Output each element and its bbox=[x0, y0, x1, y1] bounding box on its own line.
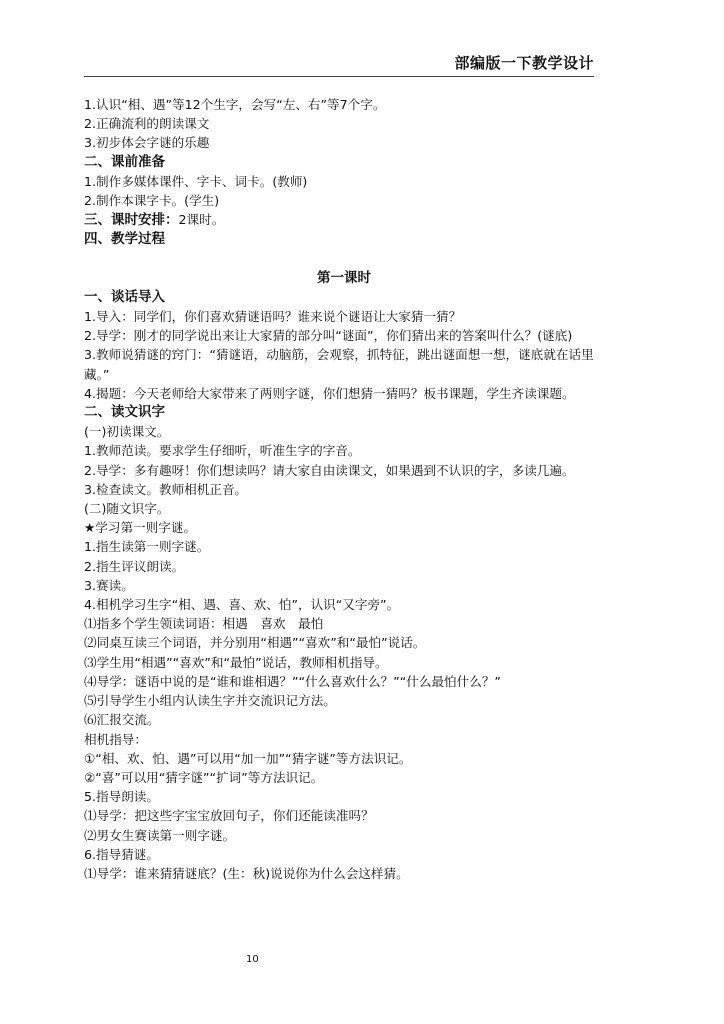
substep-6: ⑹汇报交流。 bbox=[84, 712, 160, 728]
step-6: 6.指导猜谜。 bbox=[84, 846, 159, 862]
step-1: 1.指生读第一则字谜。 bbox=[84, 539, 210, 555]
section-heading-reading: 二、读文识字 bbox=[84, 404, 165, 421]
guidance-label: 相机指导： bbox=[84, 731, 147, 747]
step-2: 2.指生评议朗读。 bbox=[84, 558, 185, 574]
intro-line-4: 4.揭题：今天老师给大家带来了两则字谜，你们想猜一猜吗？板书课题，学生齐读课题。 bbox=[84, 385, 575, 401]
intro-line-1: 1.导入：同学们，你们喜欢猜谜语吗？谁来说个谜语让大家猜一猜？ bbox=[84, 309, 462, 325]
goal-line-1: 1.认识“相、遇”等12个生字，会写“左、右”等7个字。 bbox=[84, 97, 386, 112]
reading-sub-1: (一)初读课文。 bbox=[84, 424, 170, 440]
riddle-1-heading: ★学习第一则字谜。 bbox=[84, 520, 197, 536]
goal-line-2: 2.正确流利的朗读课文 bbox=[84, 116, 210, 132]
lesson-title: 第一课时 bbox=[317, 269, 371, 286]
substep-1: ⑴指多个学生领读词语：相遇 喜欢 最怕 bbox=[84, 616, 324, 632]
section-heading-process: 四、教学过程 bbox=[84, 231, 165, 248]
step-3: 3.赛读。 bbox=[84, 577, 134, 593]
substep-4: ⑷导学：谜语中说的是“谁和谁相遇？”“什么喜欢什么？”“什么最怕什么？” bbox=[84, 673, 501, 689]
guidance-1: ①“相、欢、怕、遇”可以用“加一加”“猜字谜”等方法识记。 bbox=[84, 750, 412, 766]
section-heading-schedule: 三、课时安排： bbox=[84, 212, 179, 229]
substep-3: ⑶学生用“相遇”“喜欢”和“最怕”说话，教师相机指导。 bbox=[84, 654, 388, 670]
section-heading-intro: 一、谈话导入 bbox=[84, 288, 165, 305]
reading-line-3: 3.检查读文。教师相机正音。 bbox=[84, 481, 248, 497]
prep-line-2: 2.制作本课字卡。(学生) bbox=[84, 193, 220, 209]
schedule-value: 2课时。 bbox=[178, 212, 225, 228]
document-body bbox=[84, 95, 604, 883]
reading-line-1: 1.教师范读。要求学生仔细听，听准生字的字音。 bbox=[84, 443, 361, 459]
schedule-line bbox=[84, 210, 604, 230]
step-5-sub-1: ⑴导学：把这些字宝宝放回句子，你们还能读准吗？ bbox=[84, 808, 374, 824]
spacer bbox=[84, 250, 604, 269]
section-heading-preparation: 二、课前准备 bbox=[84, 153, 165, 170]
step-4: 4.相机学习生字“相、遇、喜、欢、怕”，认识“又字旁”。 bbox=[84, 597, 400, 613]
step-5: 5.指导朗读。 bbox=[84, 789, 159, 805]
substep-2: ⑵同桌互读三个词语，并分别用“相遇”“喜欢”和“最怕”说话。 bbox=[84, 635, 426, 651]
substep-5: ⑸引导学生小组内认读生字并交流识记方法。 bbox=[84, 693, 336, 709]
step-6-sub-1: ⑴导学：谁来猜猜谜底？(生：秋)说说你为什么会这样猜。 bbox=[84, 865, 409, 881]
intro-line-2: 2.导学：刚才的同学说出来让大家猜的部分叫“谜面”，你们猜出来的答案叫什么？(谜底) bbox=[84, 328, 573, 344]
reading-sub-2: (二)随文识字。 bbox=[84, 501, 170, 517]
guidance-2: ②“喜”可以用“猜字谜”“扩词”等方法识记。 bbox=[84, 769, 324, 785]
reading-line-2: 2.导学：多有趣呀！你们想读吗？请大家自由读课文，如果遇到不认识的字，多读几遍。 bbox=[84, 462, 575, 478]
header-rule bbox=[84, 76, 594, 77]
prep-line-1: 1.制作多媒体课件、字卡、词卡。(教师) bbox=[84, 173, 308, 189]
step-5-sub-2: ⑵男女生赛读第一则字谜。 bbox=[84, 827, 236, 843]
intro-line-3: 3.教师说猜谜的窍门：“猜谜语，动脑筋，会观察，抓特征，跳出谜面想一想，谜底就在话里藏。” bbox=[84, 347, 594, 382]
goal-line-3: 3.初步体会字谜的乐趣 bbox=[84, 135, 210, 151]
page-number: 10 bbox=[246, 954, 259, 965]
header-title: 部编版一下教学设计 bbox=[454, 54, 594, 72]
